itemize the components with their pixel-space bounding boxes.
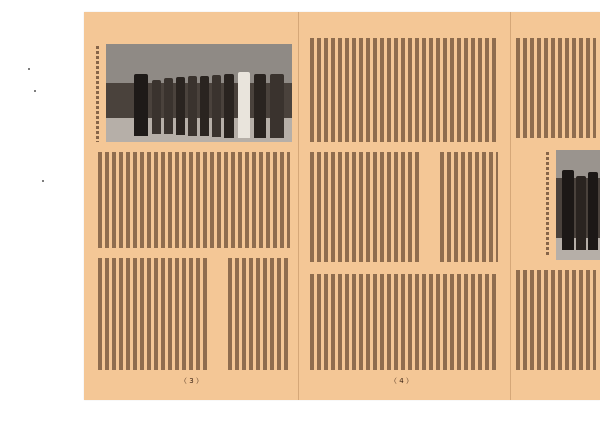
body-text-lower-a — [98, 258, 208, 370]
photo-caption-strip — [96, 46, 99, 142]
rally-photo — [106, 44, 292, 142]
page-number: （ 4 ） — [390, 377, 413, 385]
scan-speck — [34, 90, 36, 92]
body-text-top — [516, 38, 596, 138]
page-number: （ 3 ） — [180, 377, 203, 385]
body-text-lower-b — [228, 258, 290, 370]
scan-speck — [28, 68, 30, 70]
body-text-mid-b — [440, 152, 498, 262]
body-text-top — [310, 38, 498, 142]
body-text-mid-a — [310, 152, 420, 262]
body-text-upper — [98, 152, 290, 248]
crowd-photo — [556, 150, 600, 260]
page-middle — [298, 12, 510, 400]
photo-caption-strip — [546, 152, 549, 256]
body-text-bottom — [310, 274, 498, 370]
body-text-bottom — [516, 270, 596, 370]
scan-speck — [42, 180, 44, 182]
